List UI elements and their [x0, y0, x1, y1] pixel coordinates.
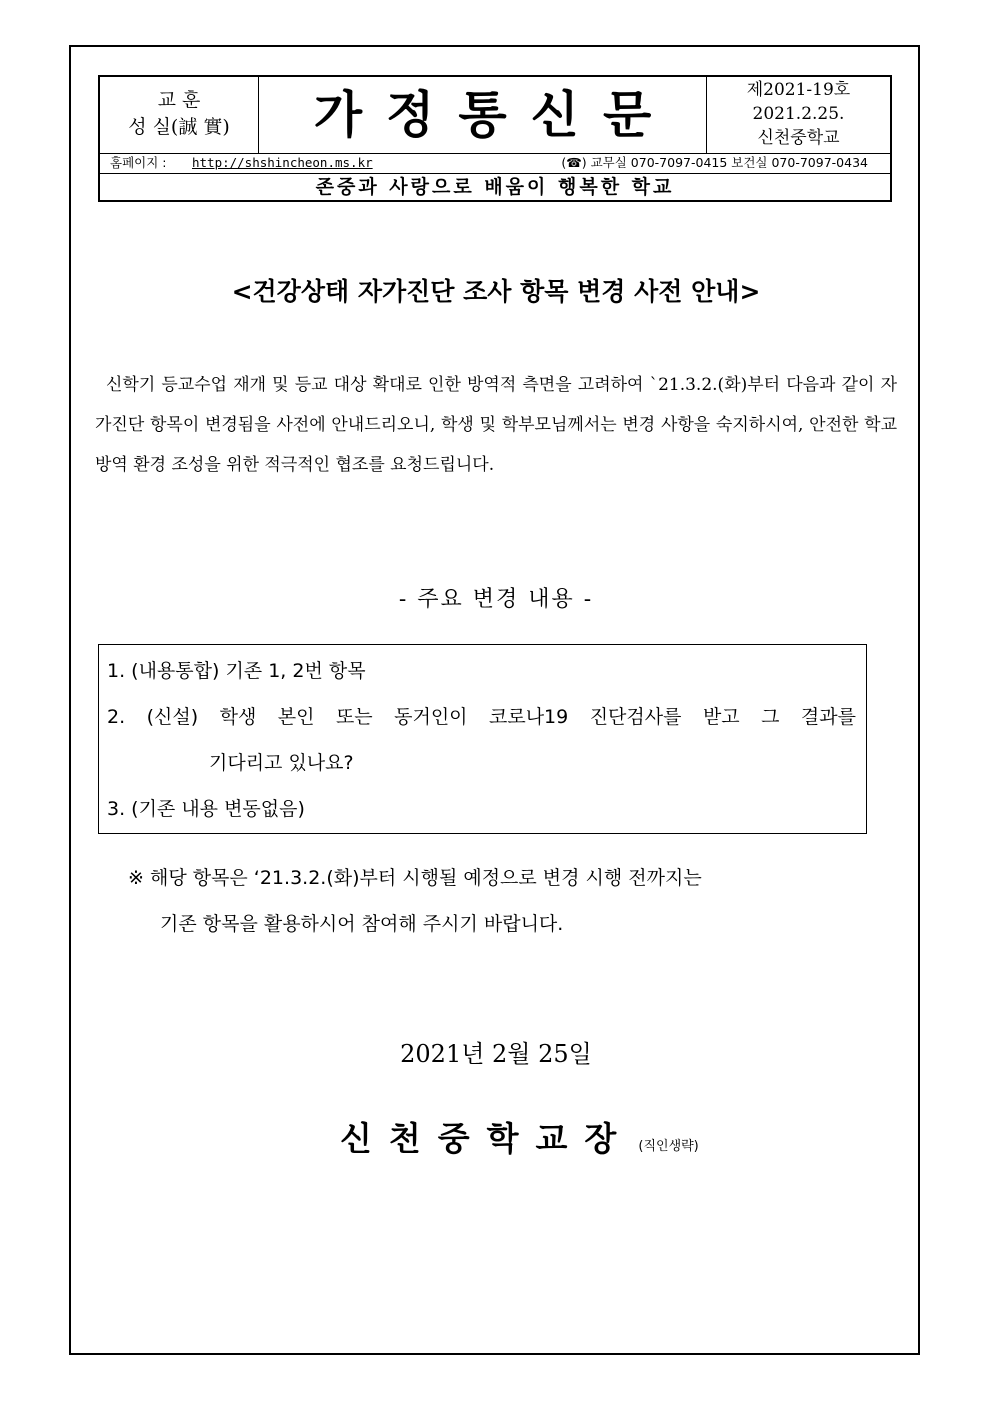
homepage-label: 홈페이지 :	[110, 155, 167, 170]
change-item-2: 2. (신설) 학생 본인 또는 동거인이 코로나19 진단검사를 받고 그 결과를	[107, 706, 856, 728]
seal-note: (직인생략)	[638, 1139, 699, 1154]
issue-info	[707, 77, 890, 153]
school-slogan: 존중과 사랑으로 배움이 행복한 학교	[315, 176, 675, 198]
intro-paragraph: 신학기 등교수업 재개 및 등교 대상 확대로 인한 방역적 측면을 고려하여 `21.3.2.(화)부터 다음과 같이 자가진단 항목이 변경됨을 사전에 안내드리오니, 학생 및 학부모님께서는 변경 사항을 숙지하시여, 안전한 학교 방역 환경 조성을 위한 적극적인 협조를 요청드립니다.	[95, 375, 897, 475]
issue-date-line: 2021년 2월 25일	[400, 1040, 592, 1068]
motto-label: 교 훈	[157, 89, 201, 111]
phone-numbers: (☎) 교무실 070-7097-0415 보건실 070-7097-0434	[561, 155, 868, 170]
school-name: 신천중학교	[757, 128, 840, 148]
change-item-1: 1. (내용통합) 기존 1, 2번 항목	[107, 660, 366, 682]
notice-line-2: 기존 항목을 활용하시어 참여해 주시기 바랍니다.	[160, 913, 564, 935]
change-item-2-continued: 기다리고 있나요?	[209, 752, 354, 774]
section-heading: - 주요 변경 내용 -	[398, 587, 594, 612]
signature	[340, 1113, 699, 1160]
notice	[128, 855, 702, 947]
motto-value: 성 실(誠 實)	[128, 116, 230, 138]
issue-number: 제2021-19호	[746, 80, 851, 100]
change-item-3: 3. (기존 내용 변동없음)	[107, 798, 305, 820]
homepage-link[interactable]: http://shshincheon.ms.kr	[192, 155, 373, 170]
document-title: <건강상태 자가진단 조사 항목 변경 사전 안내>	[231, 277, 761, 306]
changes-box	[98, 644, 867, 834]
newsletter-title: 가정통신문	[259, 77, 707, 153]
newsletter-header	[98, 75, 892, 202]
notice-line-1: ※ 해당 항목은 ‘21.3.2.(화)부터 시행될 예정으로 변경 시행 전까지는	[128, 867, 702, 889]
contact-row	[100, 153, 890, 174]
issue-date: 2021.2.25.	[752, 104, 845, 124]
school-motto	[100, 77, 259, 153]
principal-name: 신천중학교장	[340, 1119, 634, 1158]
